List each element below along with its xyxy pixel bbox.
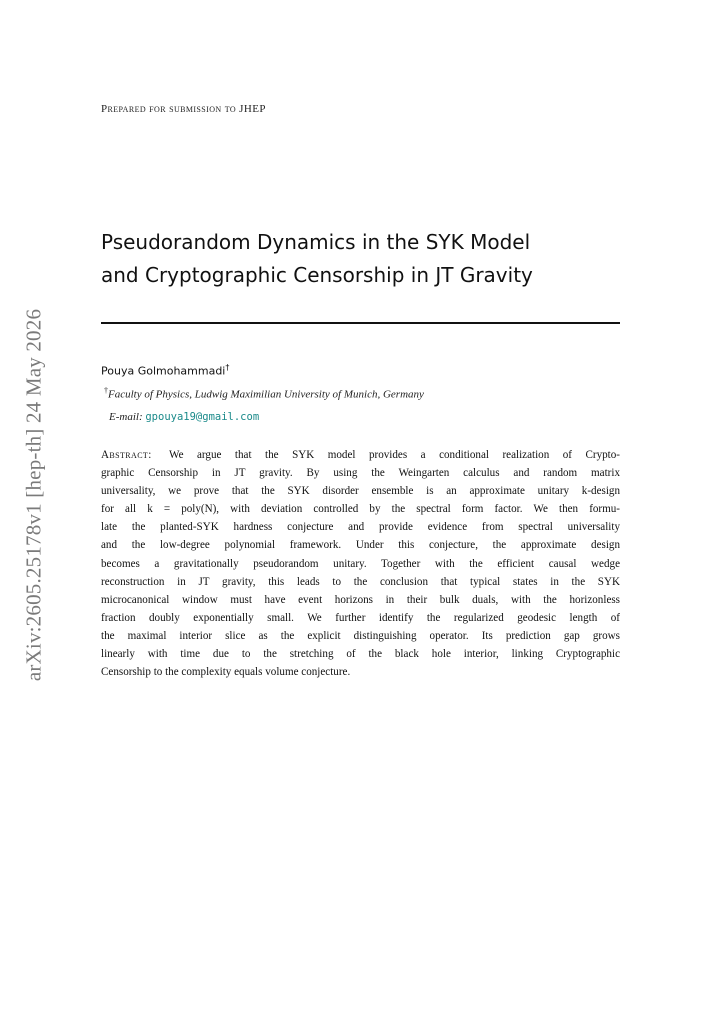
email-address[interactable]: gpouya19@gmail.com	[145, 411, 260, 423]
abstract-line: for all k = poly(N), with deviation controlled by the spectral form factor. We then formu-	[101, 503, 620, 516]
abstract-line: the maximal interior slice as the explicit distinguishing operator. Its prediction gap grows	[101, 629, 620, 642]
abstract-line	[101, 446, 620, 464]
abstract-line: universality, we prove that the SYK disorder ensemble is an approximate unitary k-design	[101, 485, 620, 498]
abstract-line: graphic Censorship in JT gravity. By using the Weingarten calculus and random matrix	[101, 467, 620, 480]
abstract-line: fraction doubly exponentially small. We further identify the regularized geodesic length of	[101, 611, 620, 624]
abstract-line: late the planted-SYK hardness conjecture and provide evidence from spectral universality	[101, 521, 620, 534]
affiliation	[104, 386, 424, 401]
paper-title	[101, 226, 641, 292]
author-name: Pouya Golmohammadi	[101, 364, 226, 378]
abstract-line: reconstruction in JT gravity, this leads to the conclusion that typical states in the SYK	[101, 575, 620, 588]
arxiv-identifier: arXiv:2605.25178v1 [hep-th] 24 May 2026	[21, 308, 46, 682]
abstract-label: Abstract:	[101, 449, 152, 461]
abstract	[101, 446, 620, 681]
abstract-line: microcanonical window must have event horizons in their bulk duals, with the horizonless	[101, 593, 620, 606]
title-rule	[101, 322, 620, 324]
email-line	[109, 411, 259, 423]
abstract-line: becomes a gravitationally pseudorandom unitary. Together with the efficient causal wedge	[101, 557, 620, 570]
abstract-line: Censorship to the complexity equals volume conjecture.	[101, 666, 351, 679]
abstract-line: and the low-degree polynomial framework. Under this conjecture, the approximate design	[101, 539, 620, 552]
author-mark: †	[225, 363, 230, 372]
title-line-2: and Cryptographic Censorship in JT Gravity	[101, 263, 533, 287]
email-label: E-mail:	[109, 411, 143, 423]
author	[101, 363, 229, 378]
submission-note: Prepared for submission to JHEP	[101, 103, 266, 115]
title-line-1: Pseudorandom Dynamics in the SYK Model	[101, 230, 531, 254]
affiliation-mark: †	[104, 386, 108, 395]
abstract-line: linearly with time due to the stretching of the black hole interior, linking Cryptographic	[101, 648, 620, 661]
abstract-text: We argue that the SYK model provides a conditional realization of Crypto-	[169, 449, 620, 461]
affiliation-text: Faculty of Physics, Ludwig Maximilian University of Munich, Germany	[108, 388, 424, 401]
